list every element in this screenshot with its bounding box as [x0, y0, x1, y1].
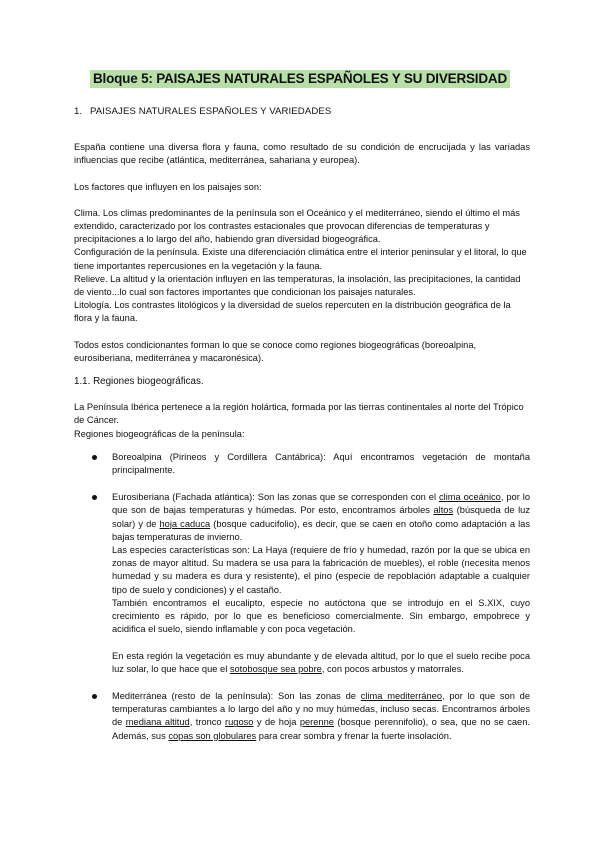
- eurosiberiana-species: Las especies características son: La Haya (requiere de frío y humedad, razón por la que se ubica en zonas de mayor altitud. Su madera se usa para la fabricación de muebles), el roble (necesita menos humedad y su madera es dura y resistente), el pino (especie de repoblación adaptable a cualquier tipo de suelo y condiciones) y el castaño.: [112, 545, 530, 595]
- section-title: PAISAJES NATURALES ESPAÑOLES Y VARIEDADES: [90, 106, 332, 117]
- eurosiberiana-eucalipto: También encontramos el eucalipto, especie no autóctona que se introdujo en el S.XIX, cuyo crecimiento es rápido, por lo que es beneficioso comercialmente. Sin embargo, empobrece y acidifica el suelo, siendo inflamable y con poca vegetación.: [112, 597, 530, 635]
- page-title: Bloque 5: PAISAJES NATURALES ESPAÑOLES Y SU DIVERSIDAD: [90, 70, 510, 88]
- section-number: 1.: [74, 106, 83, 117]
- eurosiberiana-text: Eurosiberiana (Fachada atlántica): Son las zonas que se corresponden con el clima oceánico, por lo que son de bajas temperaturas y húmedas. Por esto, encontramos árboles altos (búsqueda de luz solar) y de hoja caduca (bosque caducifolio), es decir, que se caen en otoño como adaptación a las bajas temperaturas de invierno.: [112, 492, 530, 542]
- section-heading: [74, 105, 530, 118]
- document-body: [74, 105, 530, 743]
- list-item-mediterranea: [74, 690, 530, 743]
- bullet-icon: [92, 694, 97, 699]
- title-container: [0, 70, 600, 88]
- subsection-heading: 1.1. Regiones biogeográficas.: [74, 376, 204, 388]
- bullet-icon: [92, 455, 97, 460]
- factor-litologia: Litología. Los contrastes litológicos y la diversidad de suelos repercuten en la distribución geográfica de la flora y la fauna.: [74, 300, 511, 324]
- factor-relieve: Relieve. La altitud y la orientación influyen en las temperaturas, la insolación, las precipitaciones, la cantidad de viento...lo cual son factores importantes que condicionan los paisajes naturales.: [74, 273, 521, 298]
- boreoalpina-text: Boreoalpina (Pirineos y Cordillera Cantábrica): Aquí encontramos vegetación de montaña principalmente.: [112, 451, 530, 476]
- mediterranea-text: Mediterránea (resto de la península): Son las zonas de clima mediterráneo, por lo que son de temperaturas cambiantes a lo largo del año y no muy húmedas, incluso secas. Encontramos árboles de mediana altitud, tronco rugoso y de hoja perenne (bosque perennifolio), o sea, que no se caen. Además, sus copas son globulares para crear sombra y frenar la fuerte insolación.: [112, 690, 531, 741]
- region-list-intro: Regiones biogeográficas de la península:: [74, 428, 245, 439]
- list-item-eurosiberiana: [74, 491, 530, 676]
- region-intro: La Península Ibérica pertenece a la región holártica, formada por las tierras continentales al norte del Trópico de Cáncer.: [74, 402, 524, 426]
- eurosiberiana-vegetation: En esta región la vegetación es muy abundante y de elevada altitud, por lo que el suelo recibe poca luz solar, lo que hace que el sotobosque sea pobre, con pocos arbustos y matorrales.: [112, 650, 530, 674]
- regions-list: [74, 451, 530, 743]
- intro-paragraph: España contiene una diversa flora y fauna, como resultado de su condición de encrucijada y las variadas influencias que recibe (atlántica, mediterránea, sahariana y europea).: [74, 142, 530, 166]
- list-item-boreoalpina: [74, 451, 530, 477]
- factor-clima: Clima. Los climas predominantes de la península son el Oceánico y el mediterráneo, siendo el último el más extendido, caracterizado por los contrastes estacionales que provocan diferencias de temperaturas y precipitaciones a lo largo del año, habiendo gran diversidad biogeográfica.: [74, 207, 520, 245]
- bullet-icon: [92, 495, 97, 500]
- factor-configuracion: Configuración de la península. Existe una diferenciación climática entre el interior peninsular y el litoral, lo que tiene importantes repercusiones en la vegetación y la fauna.: [74, 247, 527, 271]
- factors-intro: Los factores que influyen en los paisajes son:: [74, 181, 262, 192]
- conditions-paragraph: Todos estos condicionantes forman lo que se conoce como regiones biogeográficas (boreoalpina, eurosiberiana, mediterránea y macaronésica).: [74, 339, 477, 363]
